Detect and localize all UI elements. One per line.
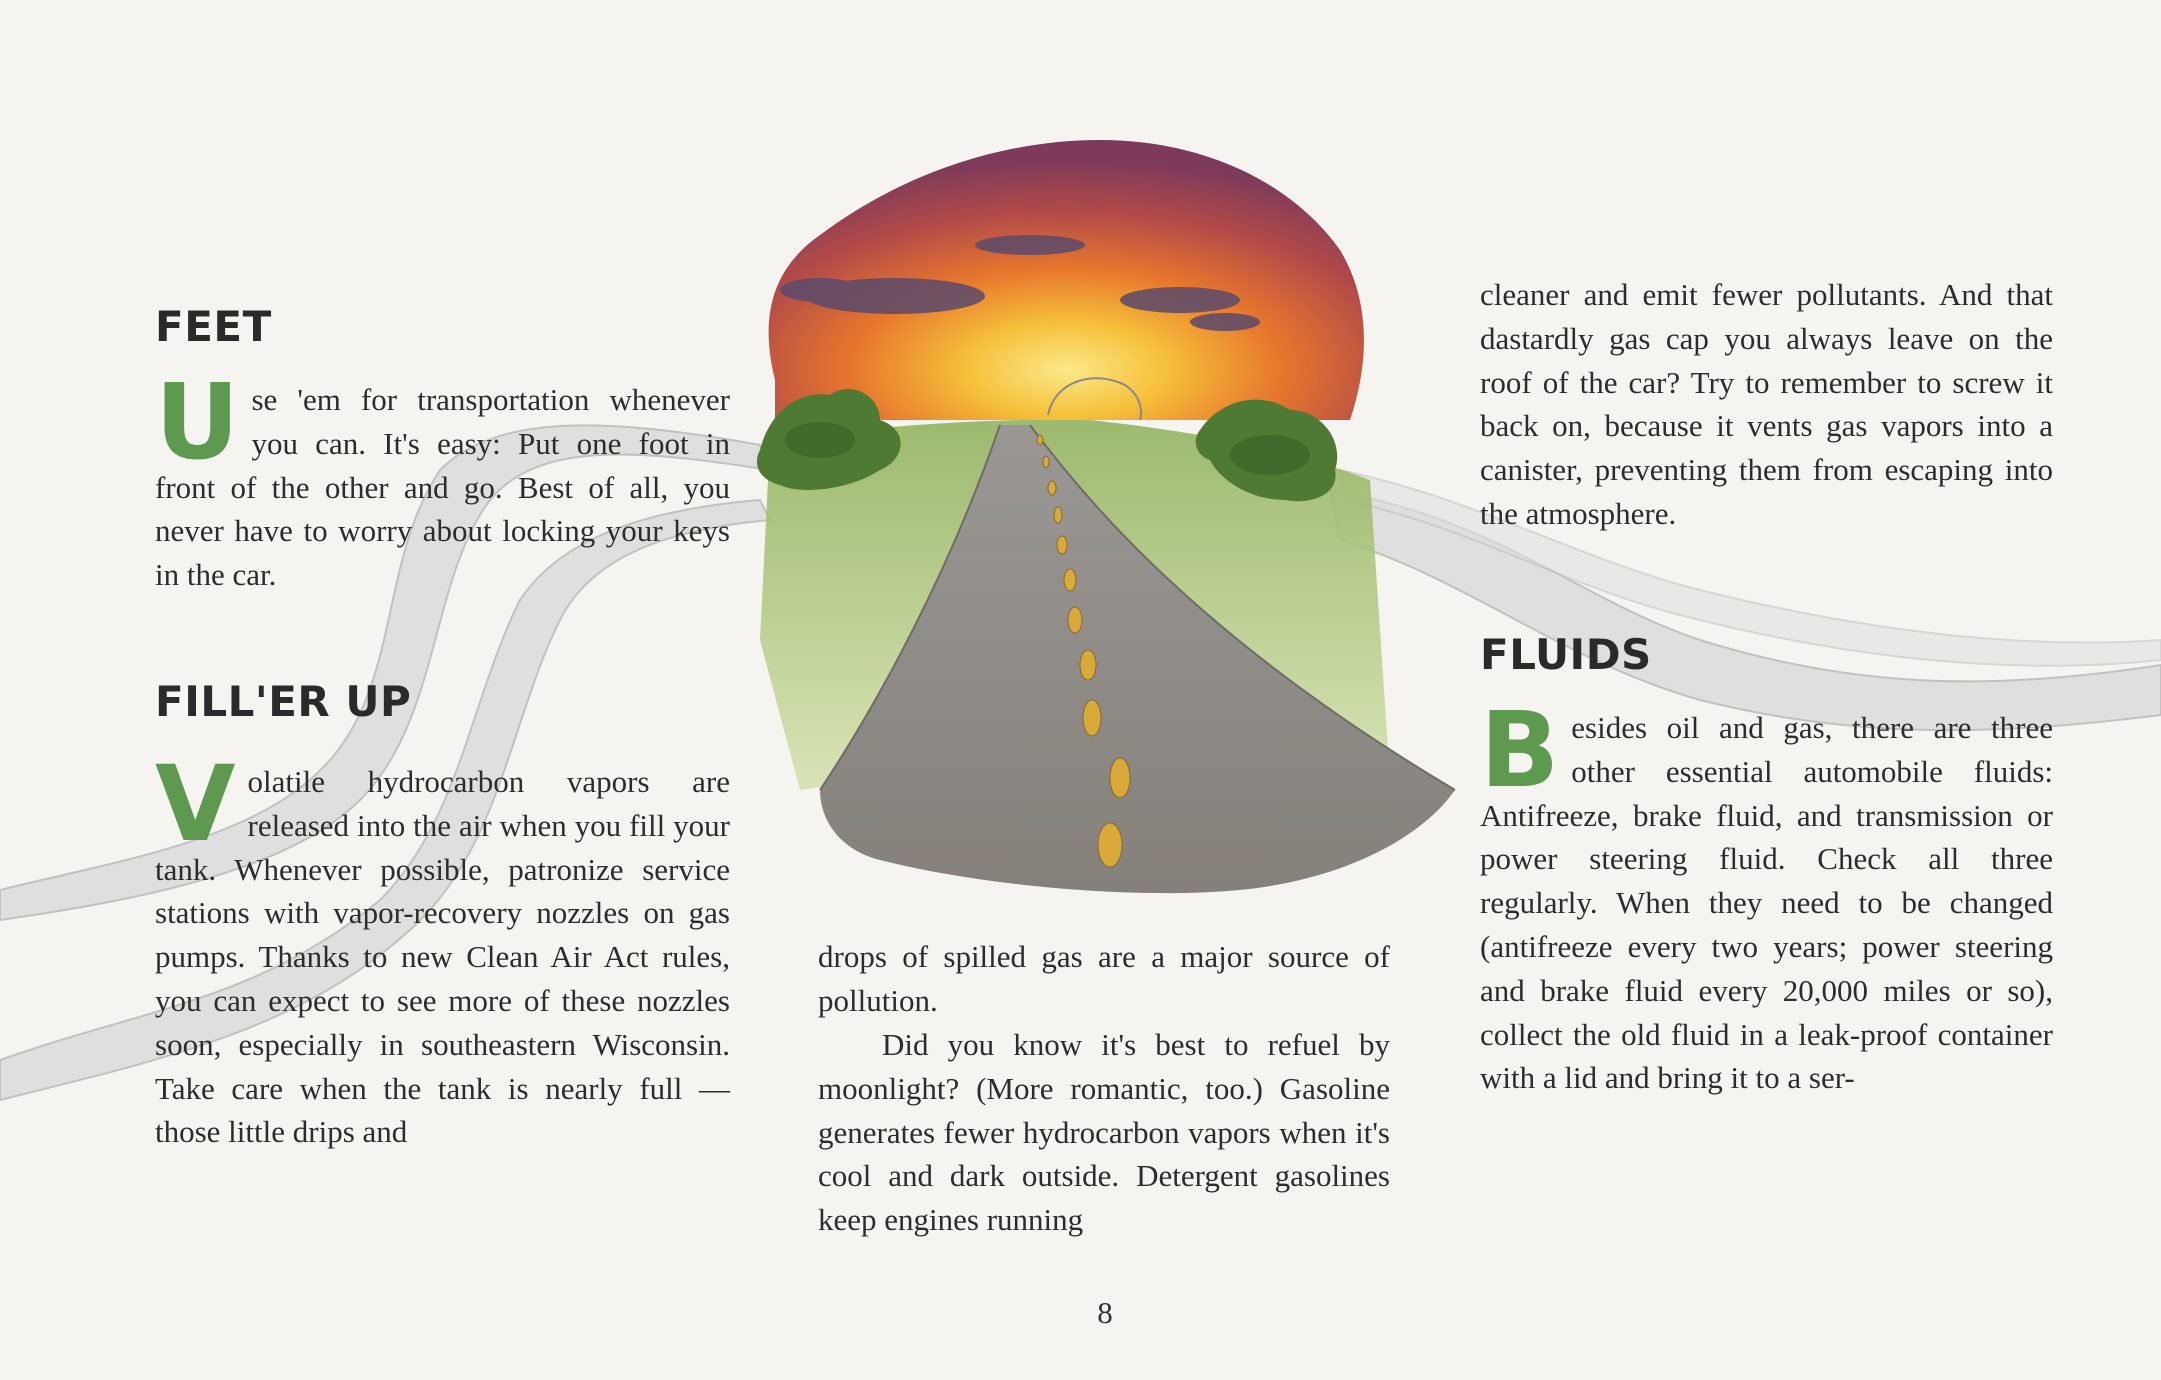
- paragraph-fill-er-up: [155, 743, 730, 1154]
- paragraph-feet: [155, 361, 730, 597]
- paragraph-refuel-moonlight: Did you know it's best to refuel by moonlight? (More romantic, too.) Gasoline generates fewer hydrocarbon vapors when it's cool and dark outside. Detergent gasolines keep engines running: [818, 1027, 1390, 1238]
- feet-text: se 'em for transportation whenever you can. It's easy: Put one foot in front of the other and go. Best of all, you never have to worry about locking your keys in the car.: [155, 382, 730, 593]
- paragraph-middle-continuation: drops of spilled gas are a major source of pollution.: [818, 939, 1390, 1018]
- dropcap-u: U: [155, 361, 240, 483]
- page-number: 8: [1097, 1295, 1113, 1330]
- heading-fluids: FLUIDS: [1480, 630, 1652, 679]
- paragraph-fluids: [1480, 689, 2053, 1100]
- heading-fill-er-up: FILL'ER UP: [155, 677, 412, 726]
- fill-er-up-text: olatile hydrocarbon vapors are released into the air when you fill your tank. Whenever possible, patronize service stations with vapor-recovery nozzles on gas pumps. Thanks to new Clean Air Act rules, you can expect to see more of these nozzles soon, especially in southeastern Wisconsin. Take care when the tank is nearly full — those little drips and: [155, 764, 730, 1150]
- heading-feet: FEET: [155, 302, 272, 351]
- dropcap-b: B: [1480, 689, 1560, 811]
- dropcap-v: V: [155, 743, 236, 865]
- fluids-text: esides oil and gas, there are three other essential automobile fluids: Antifreeze, brake fluid, and transmission or power steering fluid. Check all three regularly. When they need to be changed (antifreeze every two years; power steering and brake fluid every 20,000 miles or so), collect the old fluid in a leak-proof container with a lid and bring it to a ser-: [1480, 710, 2053, 1096]
- paragraph-gas-cap: cleaner and emit fewer pollutants. And that dastardly gas cap you always leave on the roof of the car? Try to remember to screw it back on, because it vents gas vapors into a canister, preventing them from escaping into the atmosphere.: [1480, 277, 2053, 531]
